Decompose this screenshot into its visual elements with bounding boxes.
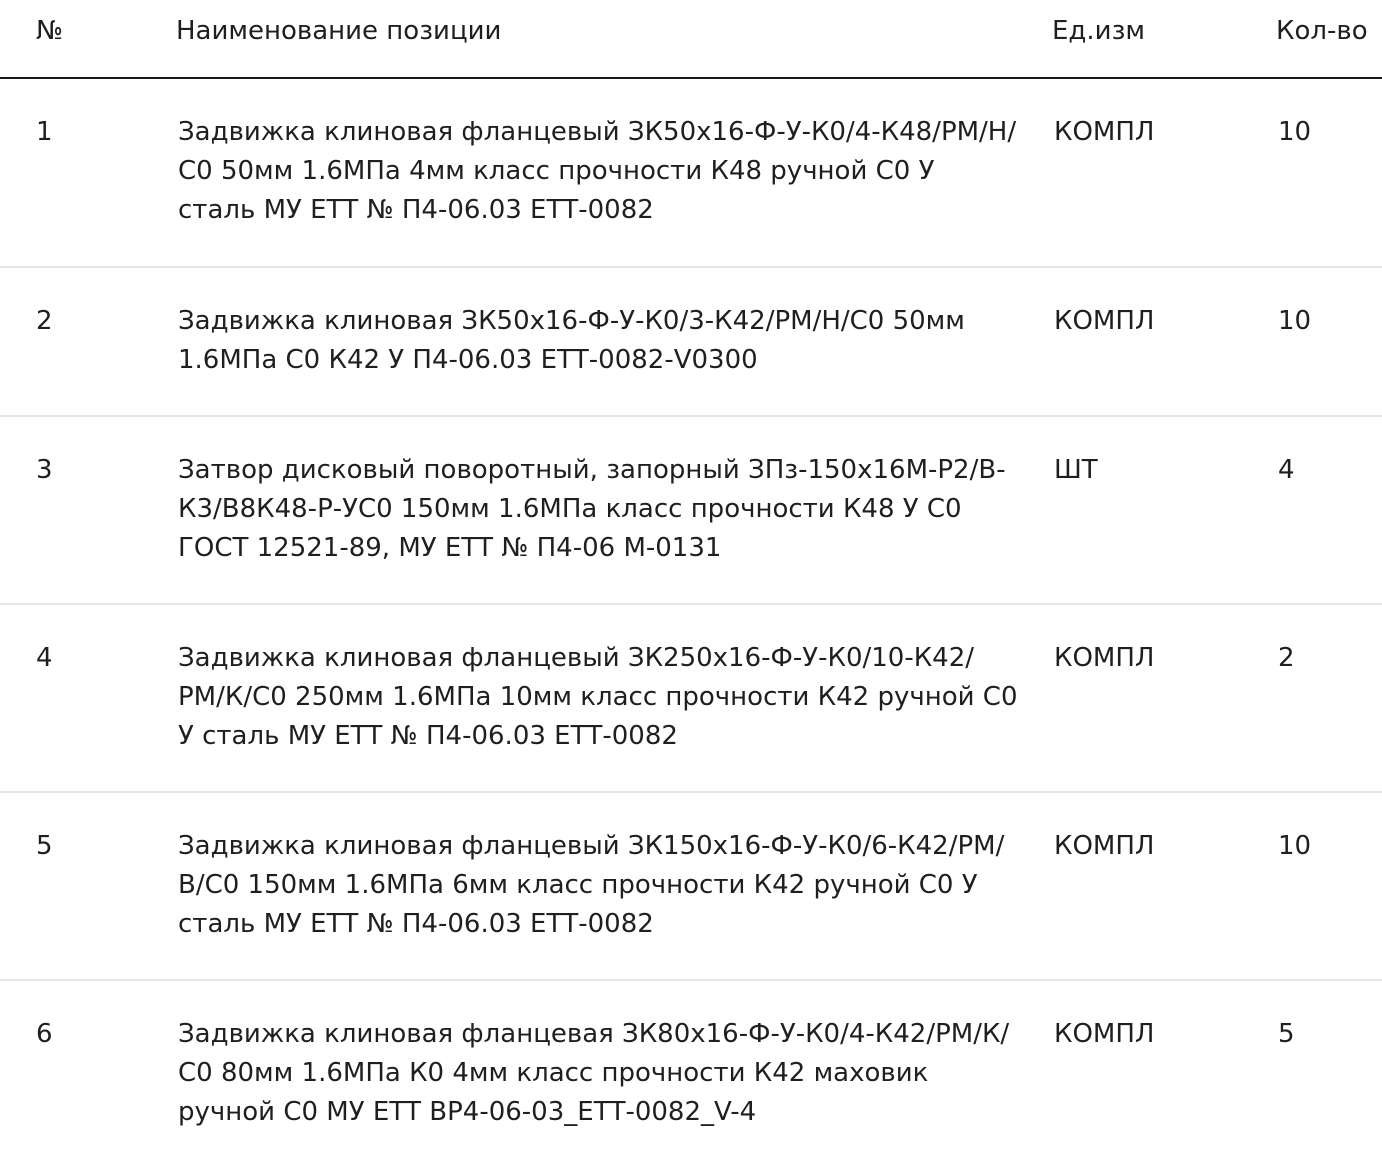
row-item-name: Задвижка клиновая фланцевый ЗК50х16-Ф-У-К0/4-К48/РМ/Н/С0 50мм 1.6МПа 4мм класс прочности К48 ручной С0 У сталь МУ ЕТТ № П4-06.03 ЕТТ-0082 <box>178 117 1017 225</box>
row-quantity: 10 <box>1278 117 1312 147</box>
row-quantity: 10 <box>1278 306 1312 336</box>
row-item-name: Задвижка клиновая фланцевый ЗК250х16-Ф-У-К0/10-К42/РМ/К/С0 250мм 1.6МПа 10мм класс прочности К42 ручной С0 У сталь МУ ЕТТ № П4-06.03 ЕТТ-0082 <box>178 643 1018 751</box>
row-number: 3 <box>36 455 53 485</box>
row-number: 5 <box>36 831 53 861</box>
table-row <box>0 793 1382 981</box>
row-unit: КОМПЛ <box>1054 1019 1155 1049</box>
column-header-name: Наименование позиции <box>176 16 502 46</box>
table-row <box>0 79 1382 268</box>
column-header-number: № <box>36 16 64 46</box>
row-number: 2 <box>36 306 53 336</box>
row-unit: КОМПЛ <box>1054 117 1155 147</box>
table-row <box>0 268 1382 417</box>
column-header-quantity: Кол-во <box>1276 16 1368 46</box>
row-item-name: Задвижка клиновая ЗК50х16-Ф-У-К0/3-К42/РМ/Н/С0 50мм 1.6МПа С0 К42 У П4-06.03 ЕТТ-0082-V0300 <box>178 306 965 375</box>
table-row <box>0 417 1382 605</box>
row-quantity: 5 <box>1278 1019 1295 1049</box>
column-header-unit: Ед.изм <box>1052 16 1146 46</box>
row-item-name: Задвижка клиновая фланцевый ЗК150х16-Ф-У-К0/6-К42/РМ/В/С0 150мм 1.6МПа 6мм класс прочности К42 ручной С0 У сталь МУ ЕТТ № П4-06.03 ЕТТ-0082 <box>178 831 1005 939</box>
row-item-name: Задвижка клиновая фланцевая ЗК80х16-Ф-У-К0/4-К42/РМ/К/С0 80мм 1.6МПа К0 4мм класс прочности К42 маховик ручной С0 МУ ЕТТ ВР4-06-03_ЕТТ-0082_V-4 <box>178 1019 1010 1127</box>
table-header <box>0 0 1382 79</box>
row-unit: КОМПЛ <box>1054 831 1155 861</box>
row-unit: КОМПЛ <box>1054 643 1155 673</box>
row-number: 6 <box>36 1019 53 1049</box>
row-number: 1 <box>36 117 53 147</box>
row-unit: ШТ <box>1054 455 1098 485</box>
row-quantity: 4 <box>1278 455 1295 485</box>
row-unit: КОМПЛ <box>1054 306 1155 336</box>
row-quantity: 10 <box>1278 831 1312 861</box>
row-number: 4 <box>36 643 53 673</box>
row-quantity: 2 <box>1278 643 1295 673</box>
table-row <box>0 605 1382 793</box>
table-row <box>0 981 1382 1156</box>
row-item-name: Затвор дисковый поворотный, запорный ЗПз-150х16М-Р2/В-К3/В8К48-Р-УС0 150мм 1.6МПа класс прочности К48 У С0 ГОСТ 12521-89, МУ ЕТТ № П4-06 М-0131 <box>178 455 1006 563</box>
